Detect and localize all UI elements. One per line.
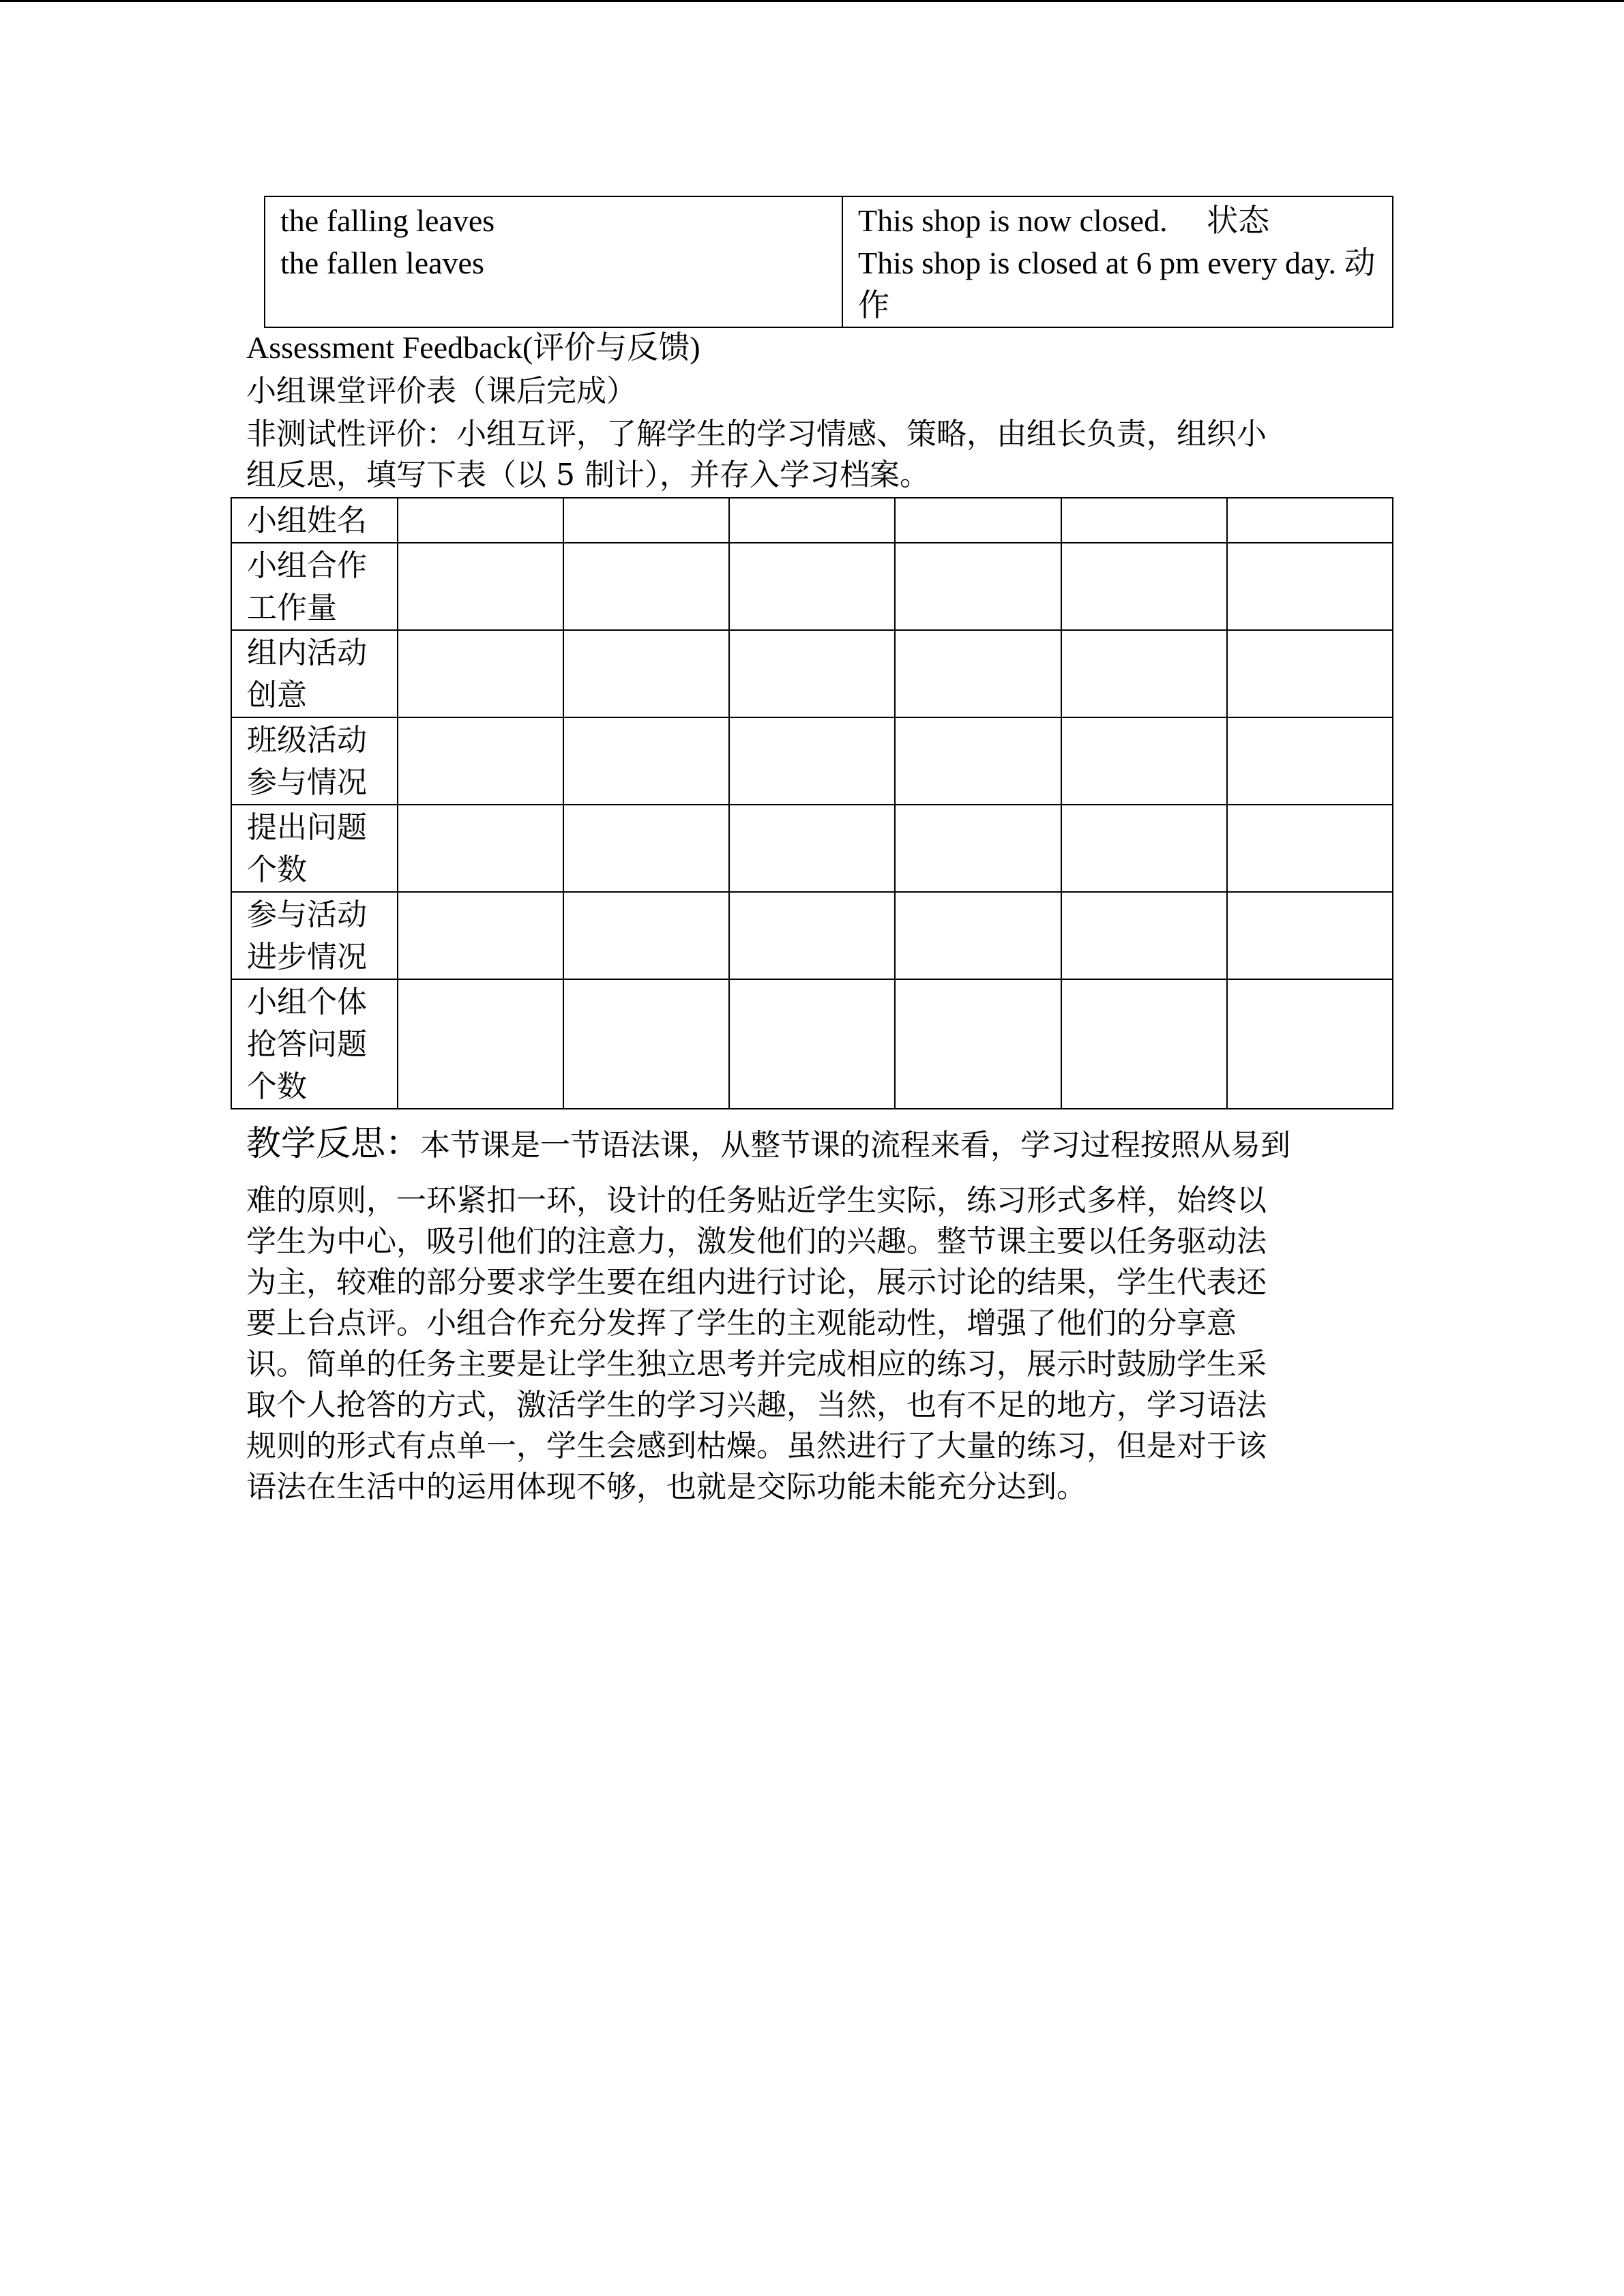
score-cell[interactable] (729, 717, 895, 805)
row-label: 个数 (247, 852, 307, 887)
score-cell[interactable] (563, 630, 729, 717)
row-label: 小组个体 (247, 985, 367, 1019)
score-cell[interactable] (895, 630, 1061, 717)
row-label: 提出问题 (247, 810, 367, 845)
row-label: 小组姓名 (247, 503, 367, 538)
score-cell[interactable] (563, 892, 729, 979)
row-label: 参与情况 (247, 765, 367, 800)
reflection-line: 识。简单的任务主要是让学生独立思考并完成相应的练习，展示时鼓励学生采 (246, 1347, 1267, 1382)
example-text: the falling leaves (280, 203, 495, 238)
reflection-heading: 教学反思： (246, 1124, 421, 1164)
row-label-cell (231, 892, 398, 979)
row-label: 参与活动 (247, 897, 367, 932)
score-cell[interactable] (1227, 979, 1393, 1109)
reflection-line: 学生为中心，吸引他们的注意力，激发他们的兴趣。整节课主要以任务驱动法 (246, 1224, 1267, 1259)
table-row (231, 805, 1393, 892)
score-cell[interactable] (895, 979, 1061, 1109)
score-cell[interactable] (398, 892, 563, 979)
score-cell[interactable] (1227, 717, 1393, 805)
table-row (231, 979, 1393, 1109)
score-cell[interactable] (729, 498, 895, 543)
row-label-cell (231, 717, 398, 805)
score-cell[interactable] (729, 892, 895, 979)
score-cell[interactable] (1061, 543, 1227, 630)
score-cell[interactable] (1061, 979, 1227, 1109)
score-cell[interactable] (729, 630, 895, 717)
participle-examples-cell (265, 196, 842, 327)
reflection-text: 本节课是一节语法课，从整节课的流程来看，学习过程按照从易到 (420, 1128, 1291, 1163)
score-cell[interactable] (895, 805, 1061, 892)
examples-table (264, 196, 1393, 328)
score-cell[interactable] (1061, 630, 1227, 717)
row-label: 班级活动 (247, 723, 367, 758)
reflection-line: 规则的形式有点单一，学生会感到枯燥。虽然进行了大量的练习，但是对于该 (246, 1429, 1267, 1463)
score-cell[interactable] (729, 805, 895, 892)
score-cell[interactable] (563, 805, 729, 892)
table-row (231, 498, 1393, 543)
score-cell[interactable] (1061, 717, 1227, 805)
sentence-examples-cell (842, 196, 1393, 327)
row-label: 个数 (247, 1069, 307, 1104)
reflection-line: 难的原则，一环紧扣一环，设计的任务贴近学生实际，练习形式多样，始终以 (246, 1183, 1267, 1218)
score-cell[interactable] (398, 805, 563, 892)
row-label-cell (231, 979, 398, 1109)
example-text: This shop is now closed. 状态 (858, 203, 1270, 238)
page-top-border (0, 0, 1624, 2)
score-cell[interactable] (895, 892, 1061, 979)
score-cell[interactable] (563, 543, 729, 630)
score-cell[interactable] (398, 630, 563, 717)
reflection-line: 语法在生活中的运用体现不够，也就是交际功能未能充分达到。 (246, 1470, 1087, 1504)
reflection-line: 取个人抢答的方式，激活学生的学习兴趣，当然，也有不足的地方，学习语法 (246, 1388, 1267, 1422)
group-evaluation-table (231, 497, 1393, 1109)
form-title: 小组课堂评价表（课后完成） (246, 374, 636, 408)
row-label-cell (231, 630, 398, 717)
table-row (231, 630, 1393, 717)
row-label: 组内活动 (247, 636, 367, 670)
score-cell[interactable] (398, 979, 563, 1109)
table-row (231, 892, 1393, 979)
reflection-line: 为主，较难的部分要求学生要在组内进行讨论，展示讨论的结果，学生代表还 (246, 1265, 1267, 1300)
score-cell[interactable] (1227, 543, 1393, 630)
teaching-reflection (246, 1124, 1385, 1508)
row-label-cell (231, 805, 398, 892)
score-cell[interactable] (895, 717, 1061, 805)
score-cell[interactable] (563, 498, 729, 543)
score-cell[interactable] (398, 543, 563, 630)
assessment-title: Assessment Feedback(评价与反馈) (246, 330, 700, 365)
score-cell[interactable] (895, 498, 1061, 543)
score-cell[interactable] (563, 979, 729, 1109)
score-cell[interactable] (398, 498, 563, 543)
score-cell[interactable] (563, 717, 729, 805)
score-cell[interactable] (1061, 892, 1227, 979)
row-label: 进步情况 (247, 940, 367, 974)
reflection-line: 要上台点评。小组合作充分发挥了学生的主观能动性，增强了他们的分享意 (246, 1306, 1237, 1341)
score-cell[interactable] (1061, 805, 1227, 892)
row-label: 创意 (247, 678, 307, 713)
row-label-cell (231, 498, 398, 543)
example-text: the fallen leaves (280, 245, 484, 280)
score-cell[interactable] (729, 979, 895, 1109)
score-cell[interactable] (1227, 805, 1393, 892)
row-label: 工作量 (247, 591, 337, 625)
row-label: 小组合作 (247, 548, 367, 583)
example-text: 作 (858, 288, 889, 323)
score-cell[interactable] (1227, 498, 1393, 543)
score-cell[interactable] (398, 717, 563, 805)
row-label-cell (231, 543, 398, 630)
example-text: This shop is closed at 6 pm every day. 动 (858, 245, 1376, 280)
score-cell[interactable] (1227, 892, 1393, 979)
score-cell[interactable] (729, 543, 895, 630)
table-row (231, 543, 1393, 630)
intro-text-line: 组反思，填写下表（以 5 制计），并存入学习档案。 (246, 458, 930, 492)
intro-text-line: 非测试性评价：小组互评，了解学生的学习情感、策略，由组长负责，组织小 (246, 417, 1267, 451)
score-cell[interactable] (895, 543, 1061, 630)
row-label: 抢答问题 (247, 1027, 367, 1062)
table-row (231, 717, 1393, 805)
score-cell[interactable] (1227, 630, 1393, 717)
score-cell[interactable] (1061, 498, 1227, 543)
table-row (265, 196, 1393, 327)
reflection-first-line (246, 1124, 1385, 1166)
